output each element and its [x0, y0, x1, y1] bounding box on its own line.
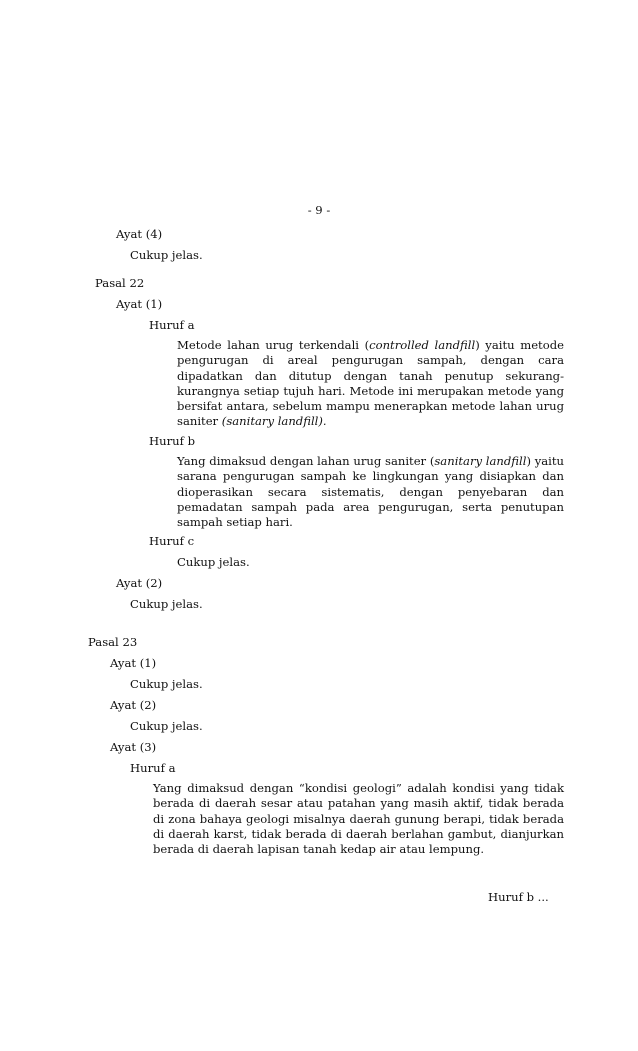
text-run: ) yaitu sarana pengurugan sampah ke lingkungan yang disiapkan dan dioperasikan secara sistematis, dengan penyebaran dan pemadatan sampah pada area pengurugan, serta penutupan sampah setiap hari.	[177, 454, 564, 530]
footer-catchword: Huruf b ...	[488, 890, 549, 904]
pasal-23-ayat-1-label: Ayat (1)	[110, 656, 157, 670]
text-run: Metode lahan urug terkendali (	[177, 338, 370, 352]
paragraph: Yang dimaksud dengan “kondisi geologi” adalah kondisi yang tidak berada di daerah sesar atau patahan yang masih aktif, tidak berada di zona bahaya geologi misalnya daerah gunung berapi, tidak berada di daerah karst, tidak berada di daerah berlahan gambut, dianjurkan berada di daerah lapisan tanah kedap air atau lempung.	[153, 781, 564, 857]
page-number: - 9 -	[307, 203, 331, 217]
pasal-22-huruf-b-label: Huruf b	[149, 434, 195, 448]
pasal-23-ayat-1-text: Cukup jelas.	[130, 677, 203, 691]
pasal-22-huruf-b-text	[177, 454, 564, 530]
italic-term: sanitary landfill	[434, 454, 527, 468]
pasal-22-ayat-2-label: Ayat (2)	[116, 576, 163, 590]
pasal-22-title: Pasal 22	[95, 276, 145, 290]
pasal-23-ayat-2-text: Cukup jelas.	[130, 719, 203, 733]
text-run: Yang dimaksud dengan lahan urug saniter (	[177, 454, 435, 468]
pasal-23-ayat-2-label: Ayat (2)	[110, 698, 157, 712]
ayat-4-text: Cukup jelas.	[130, 248, 203, 262]
pasal-22-huruf-c-label: Huruf c	[149, 534, 195, 548]
pasal-22-huruf-c-text: Cukup jelas.	[177, 555, 250, 569]
pasal-23-ayat-3-label: Ayat (3)	[110, 740, 157, 754]
pasal-22-huruf-a-text	[177, 338, 564, 430]
pasal-23-huruf-a-text	[153, 781, 564, 857]
pasal-23-title: Pasal 23	[88, 635, 138, 649]
italic-term: (sanitary landfill).	[221, 414, 327, 429]
text-run: ) yaitu metode pengurugan di areal pengurugan sampah, dengan cara dipadatkan dan ditutup dengan tanah penutup sekurang-kurangnya setiap tujuh hari. Metode ini merupakan metode yang bersifat antara, sebelum mampu menerapkan metode lahan urug saniter	[177, 338, 564, 429]
pasal-22-ayat-1-label: Ayat (1)	[116, 297, 163, 311]
pasal-23-huruf-a-label: Huruf a	[130, 761, 176, 775]
pasal-22-ayat-2-text: Cukup jelas.	[130, 597, 203, 611]
pasal-22-huruf-a-label: Huruf a	[149, 318, 195, 332]
italic-term: controlled landfill	[369, 338, 476, 352]
ayat-4-label: Ayat (4)	[116, 227, 163, 241]
